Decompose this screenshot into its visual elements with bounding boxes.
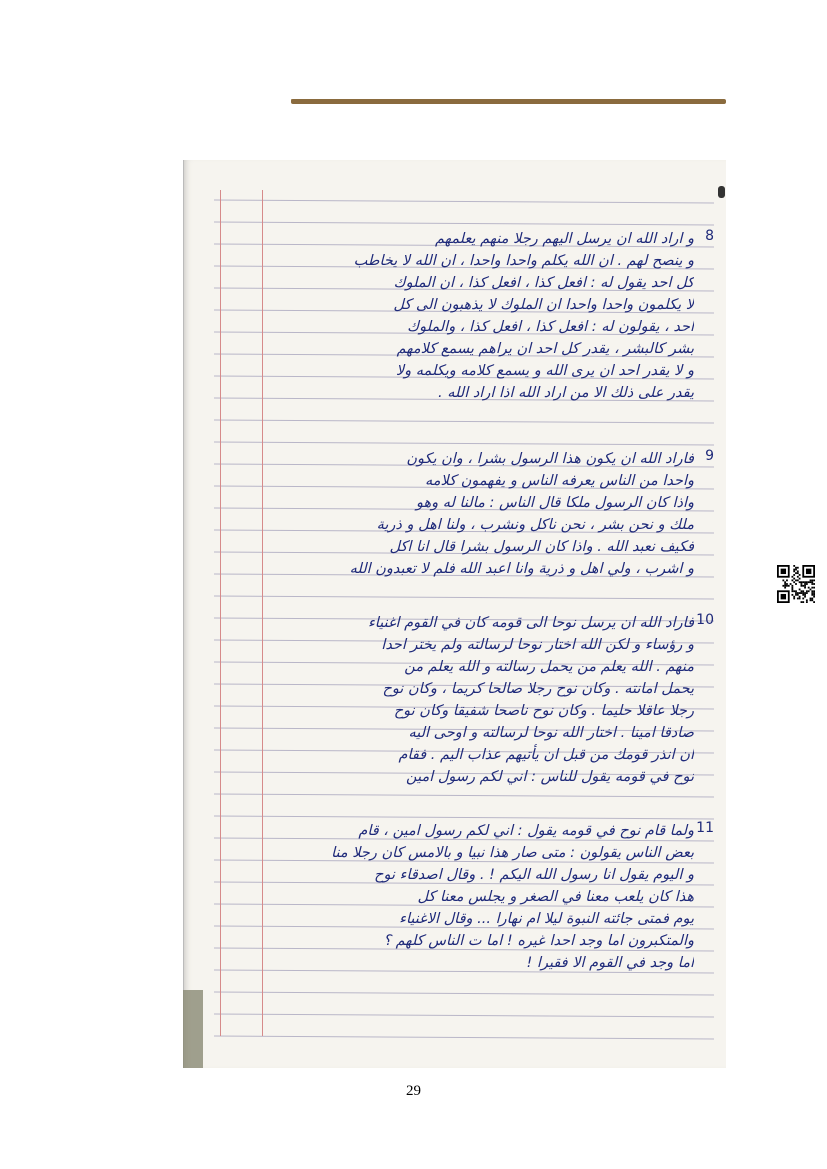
- text-line: نوح في قومه يقول للناس : اني لكم رسول امين: [406, 769, 694, 785]
- paragraph-11: [214, 820, 714, 974]
- paragraph-number: 9: [705, 448, 714, 464]
- page-number: 29: [406, 1083, 421, 1099]
- paragraph-number: 8: [705, 228, 714, 244]
- photo-speck: [718, 186, 725, 198]
- text-line: والمتكبرون اما وجد احدا غيره ! اما ت الناس كلهم ؟: [383, 933, 694, 949]
- text-line: منهم . الله يعلم من يحمل رسالته و الله يعلم من: [404, 659, 694, 675]
- text-line: صادقا امينا . اختار الله نوحا لرسالته و اوحى اليه: [408, 725, 694, 741]
- text-line: و اليوم يقول انا رسول الله اليكم ! . وقال اصدقاء نوح: [374, 867, 694, 883]
- text-line: اما وجد في القوم الا فقيرا !: [526, 955, 694, 971]
- paragraph-10: [214, 612, 714, 788]
- handwritten-text: [214, 228, 714, 974]
- paragraph-number: 11: [696, 820, 714, 836]
- paragraph-8: [214, 228, 714, 404]
- text-line: احد ، يقولون له : افعل كذا ، افعل كذا ، والملوك: [407, 319, 694, 335]
- text-line: فكيف نعبد الله . واذا كان الرسول بشرا قال انا اكل: [389, 539, 694, 555]
- ruled-line: [214, 992, 714, 995]
- text-line: و اشرب ، ولي اهل و ذرية وانا اعبد الله فلم لا تعبدون الله: [349, 561, 694, 577]
- text-line: ان انذر قومك من قبل ان يأتيهم عذاب اليم . فقام: [398, 747, 694, 763]
- text-line: ولما قام نوح في قومه يقول : اني لكم رسول امين ، قام: [358, 823, 694, 839]
- text-line: و اراد الله ان يرسل اليهم رجلا منهم يعلمهم: [434, 231, 694, 247]
- text-line: رجلا عاقلا حليما . وكان نوح ناصحا شفيقا وكان نوح: [393, 703, 694, 719]
- text-line: ملك و نحن بشر ، نحن ناكل ونشرب ، ولنا اهل و ذرية: [376, 517, 694, 533]
- text-line: يوم فمتى جائته النبوة ليلا ام نهارا ... وقال الاغنياء: [399, 911, 694, 927]
- qr-code: [777, 565, 815, 603]
- text-line: بشر كالبشر ، يقدر كل احد ان يراهم يسمع كلامهم: [396, 341, 694, 357]
- text-line: و ينصح لهم . ان الله يكلم واحدا واحدا ، ان الله لا يخاطب: [353, 253, 694, 269]
- ruled-line: [214, 222, 714, 225]
- paragraph-9: [214, 448, 714, 580]
- text-line: بعض الناس يقولون : متى صار هذا نبيا و بالامس كان رجلا منا: [331, 845, 694, 861]
- text-line: يقدر على ذلك الا من اراد الله اذا اراد الله .: [437, 385, 694, 401]
- text-line: واذا كان الرسول ملكا قال الناس : مالنا له وهو: [415, 495, 694, 511]
- text-line: فاراد الله ان يكون هذا الرسول بشرا ، وان يكون: [406, 451, 694, 467]
- text-line: واحدا من الناس يعرفه الناس و يفهمون كلامه: [425, 473, 694, 489]
- text-line: فاراد الله ان يرسل نوحا الى قومه كان في القوم اغنياء: [367, 615, 694, 631]
- text-line: يحمل امانته . وكان نوح رجلا صالحا كريما ، وكان نوح: [382, 681, 694, 697]
- text-line: هذا كان يلعب معنا في الصغر و يجلس معنا كل: [417, 889, 694, 905]
- ruled-line: [214, 200, 714, 203]
- paragraph-number: 10: [696, 612, 714, 628]
- ruled-line: [214, 1014, 714, 1017]
- text-line: لا يكلمون واحدا واحدا ان الملوك لا يذهبون الى كل: [393, 297, 694, 313]
- notebook-page: [183, 160, 726, 1068]
- photo-shadow: [183, 990, 203, 1068]
- text-line: كل احد يقول له : افعل كذا ، افعل كذا ، ان الملوك: [393, 275, 694, 291]
- text-line: و رؤساء و لكن الله اختار نوحا لرسالته ولم يختر احدا: [381, 637, 694, 653]
- photo-edge: [291, 99, 726, 104]
- text-line: و لا يقدر احد ان يرى الله و يسمع كلامه ويكلمه ولا: [395, 363, 694, 379]
- ruled-line: [214, 1036, 714, 1039]
